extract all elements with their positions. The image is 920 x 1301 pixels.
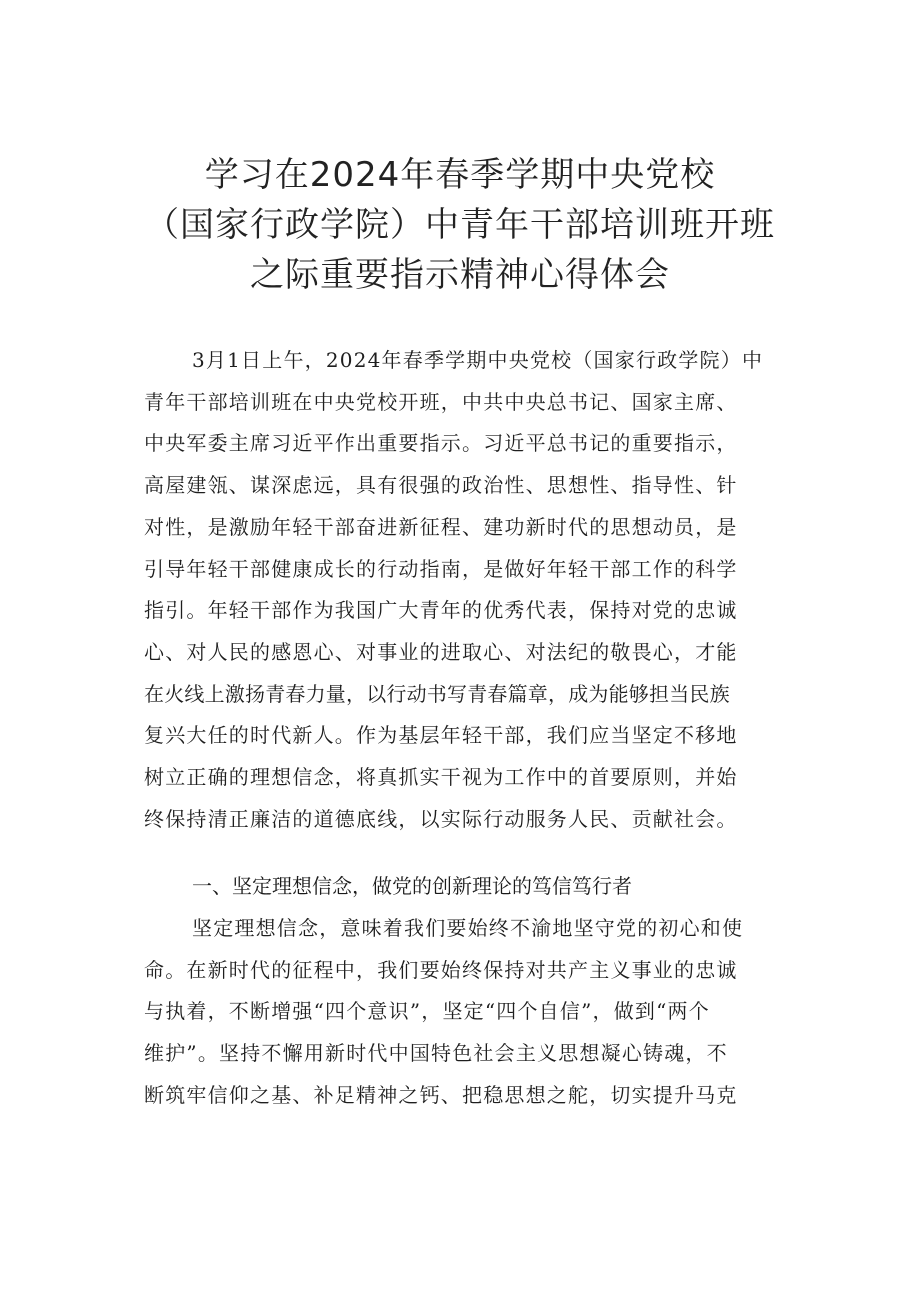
- paragraph-line: 终保持清正廉洁的道德底线，以实际行动服务人民、贡献社会。: [144, 806, 738, 831]
- paragraph-line: 中央军委主席习近平作出重要指示。习近平总书记的重要指示，: [144, 431, 738, 456]
- title-line: 学习在2024年春季学期中央党校: [204, 155, 716, 195]
- paragraph-line: 与执着，不断增强“四个意识”，坚定“四个自信”，做到“两个: [144, 999, 710, 1024]
- paragraph-line: 引导年轻干部健康成长的行动指南，是做好年轻干部工作的科学: [144, 556, 738, 581]
- paragraph-line: 3月1日上午，2024年春季学期中央党校（国家行政学院）中: [192, 348, 764, 372]
- paragraph-line: 对性，是激励年轻干部奋进新征程、建功新时代的思想动员，是: [144, 514, 738, 539]
- paragraph-line: 断筑牢信仰之基、补足精神之钙、把稳思想之舵，切实提升马克: [144, 1082, 738, 1107]
- paragraph-line: 指引。年轻干部作为我国广大青年的优秀代表，保持对党的忠诚: [144, 598, 738, 623]
- paragraph-line: 树立正确的理想信念，将真抓实干视为工作中的首要原则，并始: [144, 765, 738, 790]
- title-line: 之际重要指示精神心得体会: [250, 255, 670, 295]
- document-title: [100, 150, 820, 300]
- paragraph-line: 在火线上激扬青春力量，以行动书写青春篇章，成为能够担当民族: [144, 681, 730, 706]
- paragraph-line: 坚定理想信念，意味着我们要始终不渝地坚守党的初心和使: [192, 916, 744, 940]
- paragraph-line: 命。在新时代的征程中，我们要始终保持对共产主义事业的忠诚: [144, 957, 738, 982]
- intro-paragraph: [144, 340, 800, 840]
- paragraph-line: 高屋建瓴、谋深虑远，具有很强的政治性、思想性、指导性、针: [144, 473, 738, 498]
- title-line: （国家行政学院）中青年干部培训班开班: [145, 205, 775, 245]
- section1-paragraph: [144, 908, 800, 1117]
- section-heading: 一、坚定理想信念，做党的创新理论的笃信笃行者: [192, 874, 632, 898]
- paragraph-line: 复兴大任的时代新人。作为基层年轻干部，我们应当坚定不移地: [144, 723, 738, 748]
- paragraph-line: 心、对人民的感恩心、对事业的进取心、对法纪的敬畏心，才能: [144, 639, 738, 664]
- paragraph-line: 维护”。坚持不懈用新时代中国特色社会主义思想凝心铸魂，不: [144, 1041, 728, 1066]
- paragraph-line: 青年干部培训班在中央党校开班，中共中央总书记、国家主席、: [144, 389, 738, 414]
